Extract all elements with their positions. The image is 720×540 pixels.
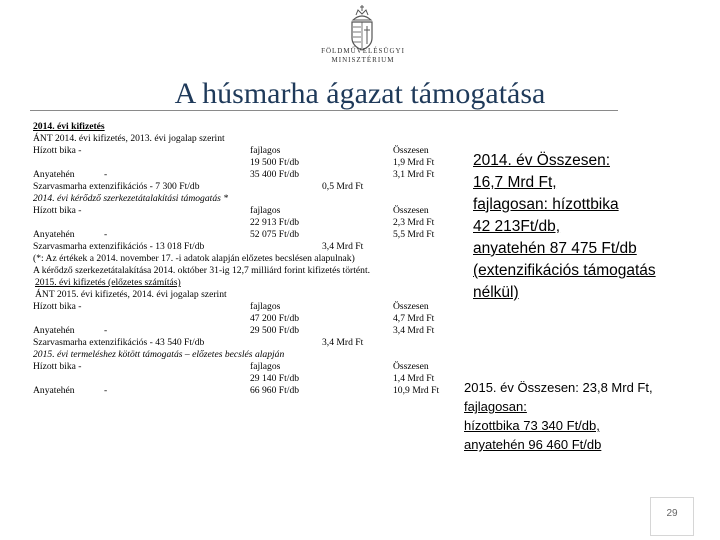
summary-2014-line: fajlagosan: hízottbika: [473, 196, 619, 213]
col-header-osszesen: Összesen: [393, 301, 429, 312]
col-header-fajlagos: fajlagos: [250, 145, 281, 156]
summary-2014-line: 16,7 Mrd Ft,: [473, 174, 557, 191]
note-line: A kérődző szerkezetátalakítása 2014. október 31-ig 12,7 milliárd forint kifizetés történt.: [33, 265, 371, 276]
value-cell: 2,3 Mrd Ft: [393, 217, 435, 228]
summary-2015: [464, 378, 714, 454]
value-cell: 0,5 Mrd Ft: [322, 181, 364, 192]
value-cell: 35 400 Ft/db: [250, 169, 300, 180]
summary-2014-line: nélkül): [473, 284, 519, 301]
value-cell: 3,4 Mrd Ft: [322, 337, 364, 348]
dash: -: [104, 169, 108, 180]
summary-2015-line: 2015. év Összesen: 23,8 Mrd Ft,: [464, 380, 653, 395]
ant-2014-line: ÁNT 2014. évi kifizetés, 2013. évi jogalap szerint: [33, 133, 225, 144]
ministry-name: [280, 47, 446, 65]
dash: -: [104, 385, 108, 396]
row-label: Anyatehén: [33, 385, 75, 396]
page-title: A húsmarha ágazat támogatása: [174, 77, 546, 110]
value-cell: 29 500 Ft/db: [250, 325, 300, 336]
dash: -: [104, 325, 108, 336]
ant-2015-line: ÁNT 2015. évi kifizetés, 2014. évi jogalap szerint: [35, 289, 227, 300]
row-label: Hízott bika -: [33, 301, 82, 312]
row-label: Hízott bika -: [33, 205, 82, 216]
value-cell: 3,4 Mrd Ft: [393, 325, 435, 336]
summary-2015-line: fajlagosan:: [464, 399, 527, 414]
summary-2015-line: hízottbika 73 340 Ft/db,: [464, 418, 600, 433]
value-cell: 4,7 Mrd Ft: [393, 313, 435, 324]
value-cell: 1,9 Mrd Ft: [393, 157, 435, 168]
row-label: Szarvasmarha extenzifikációs - 43 540 Ft/db: [33, 337, 205, 348]
value-cell: 5,5 Mrd Ft: [393, 229, 435, 240]
title-divider: [30, 110, 618, 111]
value-cell: 3,1 Mrd Ft: [393, 169, 435, 180]
col-header-osszesen: Összesen: [393, 361, 429, 372]
col-header-fajlagos: fajlagos: [250, 361, 281, 372]
summary-2014: [473, 150, 718, 304]
col-header-fajlagos: fajlagos: [250, 205, 281, 216]
section-2015-heading: 2015. évi kifizetés (előzetes számítás): [35, 277, 181, 288]
summary-2014-line: (extenzifikációs támogatás: [473, 262, 656, 279]
ministry-line-1: FÖLDMŰVELÉSÜGYI: [321, 47, 405, 55]
value-cell: 22 913 Ft/db: [250, 217, 300, 228]
value-cell: 1,4 Mrd Ft: [393, 373, 435, 384]
dash: -: [104, 229, 108, 240]
page-number: 29: [666, 508, 678, 519]
col-header-osszesen: Összesen: [393, 145, 429, 156]
row-label: Szarvasmarha extenzifikációs - 13 018 Ft/db: [33, 241, 205, 252]
row-label: Szarvasmarha extenzifikációs - 7 300 Ft/db: [33, 181, 200, 192]
value-cell: 3,4 Mrd Ft: [322, 241, 364, 252]
value-cell: 10,9 Mrd Ft: [393, 385, 440, 396]
summary-2015-line: anyatehén 96 460 Ft/db: [464, 437, 602, 452]
kerodzo-2014-heading: 2014. évi kérődző szerkezetátalakítási támogatás *: [33, 193, 229, 204]
row-label: Hízott bika -: [33, 145, 82, 156]
ministry-line-2: MINISZTÉRIUM: [331, 56, 395, 64]
summary-2014-line: 2014. év Összesen:: [473, 152, 610, 169]
value-cell: 29 140 Ft/db: [250, 373, 300, 384]
row-label: Anyatehén: [33, 325, 75, 336]
value-cell: 52 075 Ft/db: [250, 229, 300, 240]
row-label: Anyatehén: [33, 169, 75, 180]
footnote: (*: Az értékek a 2014. november 17. -i adatok alapján előzetes becslésen alapulnak): [33, 253, 355, 264]
row-label: Anyatehén: [33, 229, 75, 240]
col-header-osszesen: Összesen: [393, 205, 429, 216]
production-2015-heading: 2015. évi termeléshez kötött támogatás – előzetes becslés alapján: [33, 349, 285, 360]
summary-2014-line: anyatehén 87 475 Ft/db: [473, 240, 637, 257]
row-label: Hízott bika -: [33, 361, 82, 372]
value-cell: 47 200 Ft/db: [250, 313, 300, 324]
page-number-box: [650, 497, 694, 536]
value-cell: 19 500 Ft/db: [250, 157, 300, 168]
value-cell: 66 960 Ft/db: [250, 385, 300, 396]
section-2014-heading: 2014. évi kifizetés: [33, 121, 105, 132]
col-header-fajlagos: fajlagos: [250, 301, 281, 312]
summary-2014-line: 42 213Ft/db,: [473, 218, 561, 235]
